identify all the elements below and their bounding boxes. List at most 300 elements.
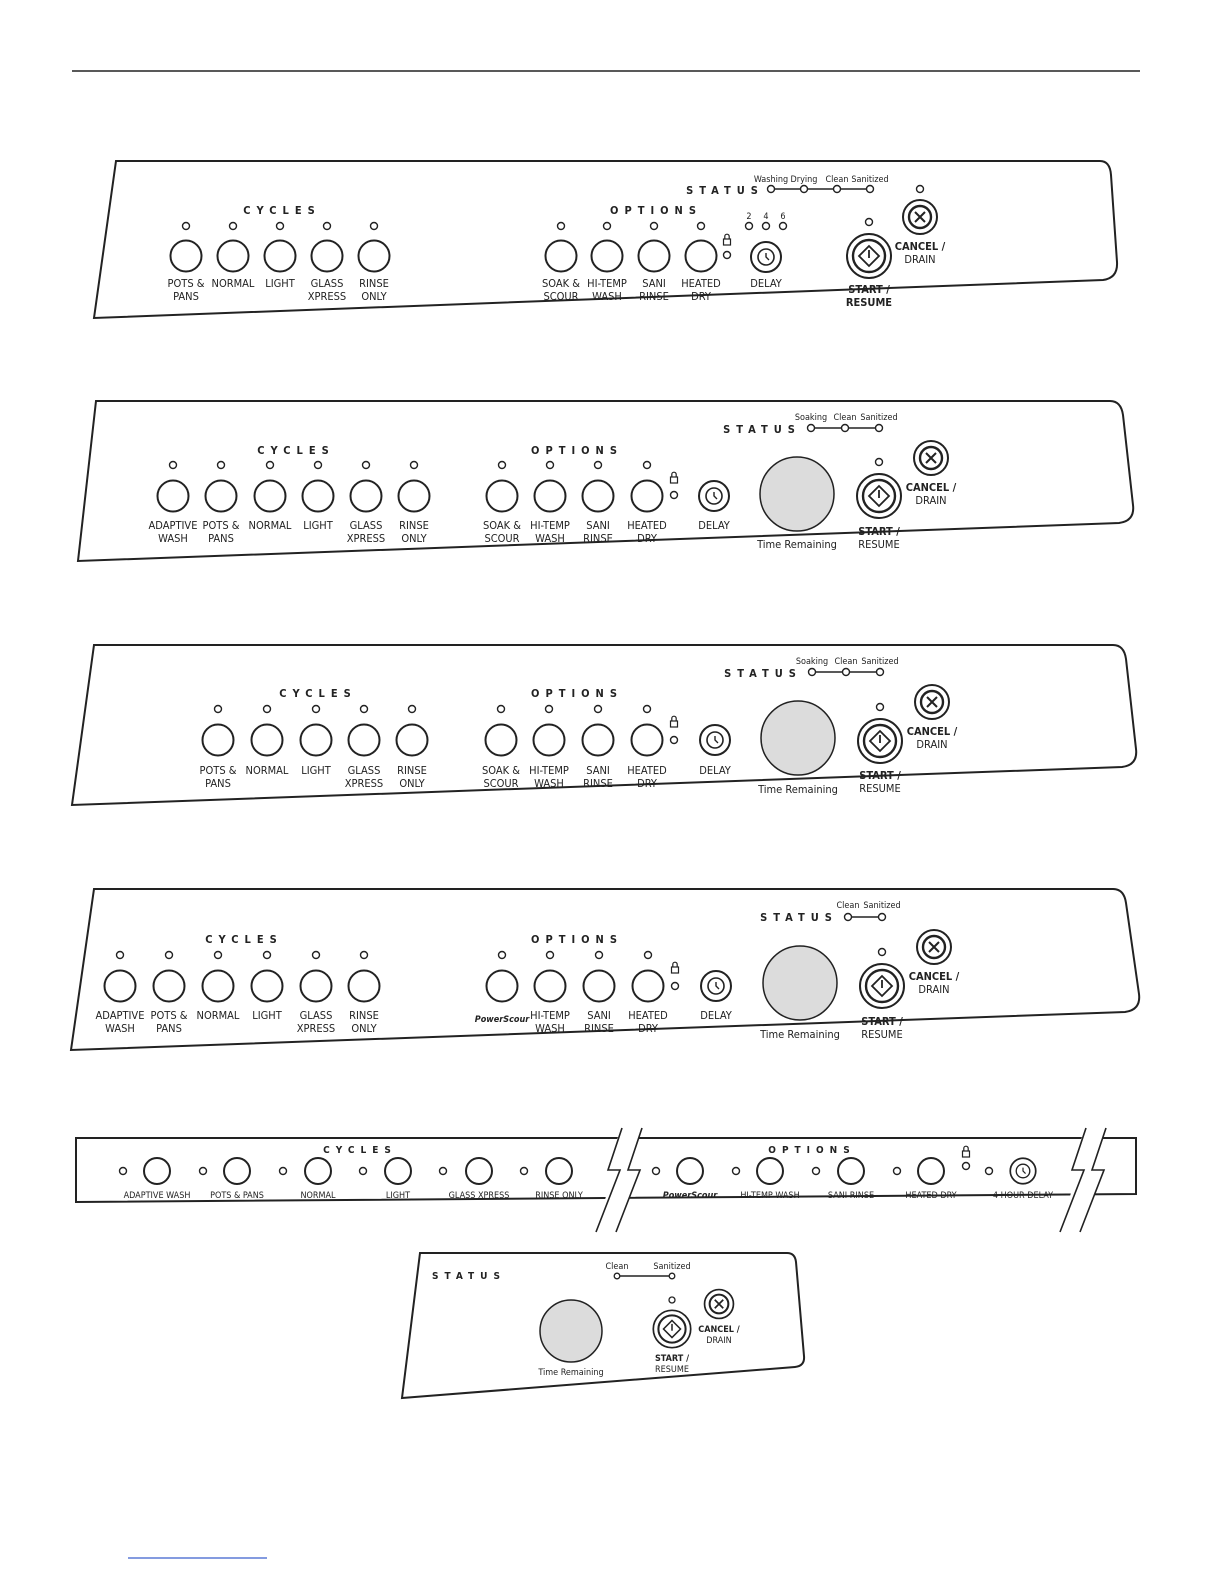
label: DELAY: [700, 1009, 732, 1022]
status-indicator: [723, 413, 898, 436]
option-heated-dry[interactable]: [681, 223, 721, 304]
indicator-led: [876, 459, 883, 466]
panel-2: [78, 401, 1133, 561]
cycle-pots-pans[interactable]: [200, 706, 237, 791]
cycle-button[interactable]: [351, 481, 382, 512]
cycle-button[interactable]: [252, 971, 283, 1002]
svg-text:ADAPTIVEWASH: [149, 519, 198, 545]
indicator-led: [877, 704, 884, 711]
option-sani-rinse[interactable]: [813, 1158, 875, 1201]
indicator-led: [280, 1168, 287, 1175]
cancel-drain-button[interactable]: [907, 685, 958, 751]
option-hi-temp-wash[interactable]: [530, 952, 570, 1036]
status-soaking: Soaking: [794, 413, 828, 423]
lock-led: [724, 252, 731, 259]
label: LIGHT: [303, 519, 333, 532]
cycle-normal[interactable]: [246, 706, 289, 778]
label-line-2: XPRESS: [346, 532, 386, 545]
label: Time Remaining: [757, 538, 837, 551]
label-line-2: WASH: [535, 532, 565, 545]
cycle-pots-pans[interactable]: [203, 462, 240, 546]
indicator-led: [894, 1168, 901, 1175]
cycle-button[interactable]: [312, 241, 343, 272]
delay-4-hour-button[interactable]: [986, 1158, 1054, 1201]
label-line-1: ADAPTIVE: [95, 1009, 145, 1022]
cycle-light[interactable]: [301, 706, 332, 778]
label-line-2: WASH: [535, 1022, 565, 1035]
cycle-glass-xpress[interactable]: [345, 706, 383, 791]
cycle-button[interactable]: [218, 241, 249, 272]
svg-text:SANIRINSE: [639, 277, 669, 303]
indicator-led: [267, 462, 274, 469]
indicator-led: [917, 186, 924, 193]
delay-hour-4: 4: [763, 212, 769, 222]
cycle-button[interactable]: [305, 1158, 331, 1184]
cycle-button[interactable]: [105, 971, 136, 1002]
option-hi-temp-wash[interactable]: [733, 1158, 800, 1201]
delay-button[interactable]: [700, 971, 733, 1022]
label-line-2: SCOUR: [483, 777, 519, 790]
options-header: OPTIONS: [531, 687, 623, 700]
cycle-pots-pans[interactable]: [151, 952, 188, 1036]
svg-text:CANCEL /DRAIN: [906, 481, 957, 507]
label-line-1: SANI: [586, 519, 610, 532]
option-soak-scour[interactable]: [542, 223, 580, 304]
option-button[interactable]: [592, 241, 623, 272]
cycle-button[interactable]: [301, 725, 332, 756]
label-line-2: ONLY: [399, 777, 425, 790]
status-clean: Clean: [833, 413, 857, 423]
svg-text:HEATEDDRY: [681, 277, 721, 303]
start-resume-button[interactable]: [857, 459, 901, 552]
indicator-led: [498, 706, 505, 713]
svg-text:START /RESUME: [846, 283, 892, 309]
svg-text:HI-TEMPWASH: [530, 519, 570, 545]
label-line-2: RINSE: [584, 1022, 614, 1035]
cycle-button[interactable]: [265, 241, 296, 272]
svg-text:HEATEDDRY: [628, 1009, 668, 1035]
cycle-glass-xpress[interactable]: [308, 223, 346, 304]
label-line-1: HI-TEMP: [530, 519, 570, 532]
indicator-led: [645, 952, 652, 959]
time-remaining-display: [757, 701, 838, 796]
cancel-drain-button[interactable]: [906, 441, 957, 507]
indicator-led: [547, 952, 554, 959]
label-line-2: DRAIN: [918, 983, 950, 996]
option-button[interactable]: [757, 1158, 783, 1184]
label-line-2: WASH: [105, 1022, 135, 1035]
power-icon: [653, 1310, 690, 1347]
label: 4 HOUR DELAY: [992, 1191, 1054, 1201]
cycle-button[interactable]: [303, 481, 334, 512]
option-hi-temp-wash[interactable]: [587, 223, 627, 304]
indicator-led: [986, 1168, 993, 1175]
status-header: STATUS: [723, 423, 801, 436]
label-line-2: ONLY: [361, 290, 387, 303]
start-resume-button[interactable]: [860, 949, 904, 1042]
label-line-1: CANCEL /: [908, 970, 960, 983]
label: NORMAL: [248, 519, 292, 532]
cycle-adaptive-wash[interactable]: [120, 1158, 191, 1201]
delay-icon: [701, 971, 731, 1001]
label-line-1: GLASS: [347, 764, 381, 777]
option-button[interactable]: [487, 971, 518, 1002]
option-button[interactable]: [535, 971, 566, 1002]
option-button[interactable]: [633, 971, 664, 1002]
cycle-button[interactable]: [466, 1158, 492, 1184]
cycle-button[interactable]: [349, 971, 380, 1002]
start-resume-button[interactable]: [846, 219, 892, 310]
label: NORMAL: [196, 1009, 240, 1022]
indicator-led: [315, 462, 322, 469]
cycle-button[interactable]: [171, 241, 202, 272]
power-icon: [860, 964, 904, 1008]
delay-button[interactable]: [699, 725, 732, 777]
label-line-2: DRY: [691, 290, 711, 303]
indicator-led: [361, 952, 368, 959]
cycle-rinse-only[interactable]: [521, 1158, 583, 1201]
delay-icon: [1010, 1158, 1036, 1184]
label: LIGHT: [252, 1009, 282, 1022]
option-button[interactable]: [487, 481, 518, 512]
cycles-header: CYCLES: [205, 933, 283, 946]
cycle-adaptive-wash[interactable]: [96, 952, 145, 1036]
label-line-2: RESUME: [858, 538, 900, 551]
status-indicator: [724, 657, 899, 680]
indicator-led: [698, 223, 705, 230]
indicator-led: [371, 223, 378, 230]
cycle-adaptive-wash[interactable]: [149, 462, 198, 546]
lock-icon: [724, 234, 731, 245]
indicator-led: [547, 462, 554, 469]
status-washing: Washing: [753, 175, 789, 185]
svg-text:HI-TEMPWASH: [530, 1009, 570, 1035]
label-line-2: WASH: [592, 290, 622, 303]
label-line-2: DRY: [637, 532, 657, 545]
svg-text:START /RESUME: [858, 525, 900, 551]
option-button[interactable]: [918, 1158, 944, 1184]
cycle-glass-xpress[interactable]: [440, 1158, 510, 1201]
label-line-2: WASH: [534, 777, 564, 790]
label: Time Remaining: [758, 783, 838, 796]
svg-text:START /RESUME: [655, 1354, 689, 1375]
start-resume-button[interactable]: [858, 704, 902, 796]
svg-text:POTS &PANS: [168, 277, 205, 303]
cycle-rinse-only[interactable]: [399, 462, 430, 546]
cycle-normal[interactable]: [280, 1158, 337, 1201]
label-line-2: SCOUR: [484, 532, 520, 545]
label-line-1: GLASS: [310, 277, 344, 290]
option-heated-dry[interactable]: [894, 1158, 957, 1201]
svg-text:GLASSXPRESS: [308, 277, 346, 303]
indicator-led: [499, 462, 506, 469]
label: POTS & PANS: [210, 1191, 264, 1201]
label-line-2: RESUME: [861, 1028, 903, 1041]
cycle-button[interactable]: [224, 1158, 250, 1184]
option-sani-rinse[interactable]: [583, 706, 614, 791]
cycles-header: CYCLES: [279, 687, 357, 700]
indicator-led: [218, 462, 225, 469]
label: HI-TEMP WASH: [740, 1191, 800, 1201]
option-heated-dry[interactable]: [627, 706, 667, 791]
status-sanitized: Sanitized: [851, 175, 889, 185]
option-button[interactable]: [838, 1158, 864, 1184]
lock-led: [963, 1163, 970, 1170]
cancel-icon: [705, 1290, 734, 1319]
cycles-header: CYCLES: [323, 1145, 397, 1156]
svg-text:RINSEONLY: [399, 519, 429, 545]
label-line-1: START /: [858, 525, 900, 538]
label-line-1: POTS &: [150, 1009, 188, 1022]
status-sanitized: Sanitized: [653, 1262, 691, 1272]
options-header: OPTIONS: [768, 1145, 856, 1156]
label-line-2: PANS: [156, 1022, 182, 1035]
indicator-led: [644, 462, 651, 469]
cancel-icon: [915, 685, 949, 719]
option-soak-scour[interactable]: [482, 706, 520, 791]
cycle-glass-xpress[interactable]: [297, 952, 335, 1036]
cycle-button[interactable]: [399, 481, 430, 512]
option-hi-temp-wash[interactable]: [529, 706, 569, 791]
indicator-led: [521, 1168, 528, 1175]
svg-text:SOAK &SCOUR: [482, 764, 520, 790]
cycle-button[interactable]: [158, 481, 189, 512]
svg-text:SANIRINSE: [583, 764, 613, 790]
panel-6: [402, 1253, 804, 1398]
label-line-2: DRAIN: [904, 253, 936, 266]
option-heated-dry[interactable]: [627, 462, 667, 546]
label-line-2: RESUME: [655, 1365, 689, 1375]
panel-1: [94, 161, 1117, 318]
label-line-1: HEATED: [627, 519, 667, 532]
option-button[interactable]: [486, 725, 517, 756]
options-header: OPTIONS: [531, 444, 623, 457]
label-line-1: HEATED: [681, 277, 721, 290]
cycle-button[interactable]: [252, 725, 283, 756]
cycle-button[interactable]: [255, 481, 286, 512]
cycle-light[interactable]: [303, 462, 334, 533]
option-button[interactable]: [583, 725, 614, 756]
indicator-led: [409, 706, 416, 713]
option-button[interactable]: [677, 1158, 703, 1184]
indicator-led: [763, 223, 770, 230]
indicator-led: [264, 706, 271, 713]
cycle-rinse-only[interactable]: [397, 706, 428, 791]
label-line-1: CANCEL /: [905, 481, 957, 494]
power-icon: [847, 234, 891, 278]
svg-text:START /RESUME: [861, 1015, 903, 1041]
panel-3: [72, 645, 1136, 805]
label-line-2: WASH: [158, 532, 188, 545]
label-line-1: HI-TEMP: [529, 764, 569, 777]
option-sani-rinse[interactable]: [584, 952, 615, 1036]
label: PowerScour: [474, 1015, 530, 1025]
label-line-2: PANS: [205, 777, 231, 790]
cycle-normal[interactable]: [249, 462, 292, 533]
label-line-1: RINSE: [359, 277, 389, 290]
cycle-normal[interactable]: [197, 952, 240, 1023]
cycle-glass-xpress[interactable]: [347, 462, 385, 546]
indicator-led: [411, 462, 418, 469]
label-line-1: ADAPTIVE: [148, 519, 198, 532]
option-hi-temp-wash[interactable]: [530, 462, 570, 546]
delay-button[interactable]: [750, 242, 783, 290]
lock-icon: [963, 1146, 970, 1157]
cancel-drain-button[interactable]: [895, 186, 946, 267]
status-drying: Drying: [790, 175, 818, 185]
label-line-2: ONLY: [351, 1022, 377, 1035]
label-line-2: RESUME: [859, 782, 901, 795]
option-heated-dry[interactable]: [628, 952, 668, 1036]
indicator-led: [546, 706, 553, 713]
cycle-button[interactable]: [154, 971, 185, 1002]
label: HEATED DRY: [905, 1191, 957, 1201]
status-indicator: [606, 1262, 691, 1279]
status-clean: Clean: [825, 175, 849, 185]
label: LIGHT: [301, 764, 331, 777]
time-display: [763, 946, 837, 1020]
option-powerscour[interactable]: [475, 952, 530, 1026]
label-line-2: DRAIN: [915, 494, 947, 507]
svg-text:CANCEL /DRAIN: [907, 725, 958, 751]
cancel-drain-button[interactable]: [909, 930, 960, 996]
cycle-light[interactable]: [360, 1158, 412, 1201]
status-sanitized: Sanitized: [861, 657, 899, 667]
indicator-led: [669, 1297, 675, 1303]
label-line-1: HI-TEMP: [530, 1009, 570, 1022]
delay-hour-2: 2: [746, 212, 752, 222]
label-line-1: GLASS: [349, 519, 383, 532]
status-clean: Clean: [834, 657, 858, 667]
option-button[interactable]: [584, 971, 615, 1002]
label: Time Remaining: [760, 1028, 840, 1041]
label: DELAY: [698, 519, 730, 532]
indicator-led: [595, 462, 602, 469]
label: LIGHT: [385, 1191, 411, 1201]
power-icon: [858, 719, 902, 763]
svg-text:SANIRINSE: [584, 1009, 614, 1035]
option-button[interactable]: [546, 241, 577, 272]
label-line-1: SOAK &: [542, 277, 580, 290]
svg-text:CANCEL /DRAIN: [895, 240, 946, 266]
panel-4: [71, 889, 1139, 1050]
options-header: OPTIONS: [531, 933, 623, 946]
label-line-1: CANCEL /: [698, 1325, 740, 1335]
label-line-2: RINSE: [583, 777, 613, 790]
option-soak-scour[interactable]: [483, 462, 521, 546]
cycle-button[interactable]: [144, 1158, 170, 1184]
option-button[interactable]: [534, 725, 565, 756]
label-line-1: POTS &: [167, 277, 205, 290]
cycle-rinse-only[interactable]: [359, 223, 390, 304]
indicator-led: [360, 1168, 367, 1175]
label: RINSE ONLY: [535, 1191, 583, 1201]
label-line-2: RINSE: [639, 290, 669, 303]
label-line-1: START /: [654, 1354, 690, 1364]
label: LIGHT: [265, 277, 295, 290]
delay-button[interactable]: [698, 481, 731, 532]
label: SANI RINSE: [827, 1191, 875, 1201]
cycle-button[interactable]: [203, 971, 234, 1002]
indicator-led: [324, 223, 331, 230]
status-header: STATUS: [760, 911, 838, 924]
label-line-1: SANI: [586, 764, 610, 777]
label-line-2: DRAIN: [916, 738, 948, 751]
label-line-1: SOAK &: [483, 519, 521, 532]
option-button[interactable]: [535, 481, 566, 512]
indicator-led: [361, 706, 368, 713]
svg-text:POTS &PANS: [151, 1009, 188, 1035]
cycle-light[interactable]: [252, 952, 283, 1023]
cancel-icon: [914, 441, 948, 475]
delay-hours: [746, 212, 787, 230]
label-line-1: START /: [859, 769, 901, 782]
status-header: STATUS: [686, 184, 764, 197]
cycle-button[interactable]: [349, 725, 380, 756]
indicator-led: [596, 952, 603, 959]
cycle-button[interactable]: [359, 241, 390, 272]
cycle-normal[interactable]: [212, 223, 255, 291]
start-resume-button[interactable]: [653, 1297, 690, 1375]
cycle-button[interactable]: [206, 481, 237, 512]
lock-icon: [671, 716, 678, 727]
cycle-pots-pans[interactable]: [168, 223, 205, 304]
option-sani-rinse[interactable]: [639, 223, 670, 304]
label-line-1: RINSE: [397, 764, 427, 777]
label: NORMAL: [300, 1191, 336, 1201]
option-button[interactable]: [583, 481, 614, 512]
cycle-button[interactable]: [385, 1158, 411, 1184]
cycle-light[interactable]: [265, 223, 296, 291]
cycle-button[interactable]: [546, 1158, 572, 1184]
label-line-2: XPRESS: [344, 777, 384, 790]
indicator-led: [595, 706, 602, 713]
delay-icon: [700, 725, 730, 755]
cancel-drain-button[interactable]: [698, 1290, 739, 1346]
time-display: [760, 457, 834, 531]
option-button[interactable]: [639, 241, 670, 272]
label-line-1: POTS &: [199, 764, 237, 777]
status-indicator: [686, 175, 889, 197]
option-button[interactable]: [632, 725, 663, 756]
option-powerscour[interactable]: [653, 1158, 719, 1201]
cycle-button[interactable]: [301, 971, 332, 1002]
lock-led: [672, 983, 679, 990]
indicator-led: [166, 952, 173, 959]
cycle-button[interactable]: [397, 725, 428, 756]
svg-text:RINSEONLY: [359, 277, 389, 303]
cycle-pots-pans[interactable]: [200, 1158, 264, 1201]
power-icon: [857, 474, 901, 518]
label: NORMAL: [211, 277, 255, 290]
cycle-rinse-only[interactable]: [349, 952, 380, 1036]
label-line-2: PANS: [173, 290, 199, 303]
status-indicator: [760, 901, 901, 924]
label-line-2: DRY: [638, 1022, 658, 1035]
option-sani-rinse[interactable]: [583, 462, 614, 546]
label-line-1: POTS &: [202, 519, 240, 532]
indicator-led: [879, 949, 886, 956]
label-line-2: RESUME: [845, 296, 893, 309]
cycle-button[interactable]: [203, 725, 234, 756]
indicator-led: [183, 223, 190, 230]
label-line-2: ONLY: [401, 532, 427, 545]
cycles-header: CYCLES: [243, 204, 321, 217]
option-button[interactable]: [632, 481, 663, 512]
svg-text:SOAK &SCOUR: [542, 277, 580, 303]
label-line-1: SANI: [642, 277, 666, 290]
option-button[interactable]: [686, 241, 717, 272]
